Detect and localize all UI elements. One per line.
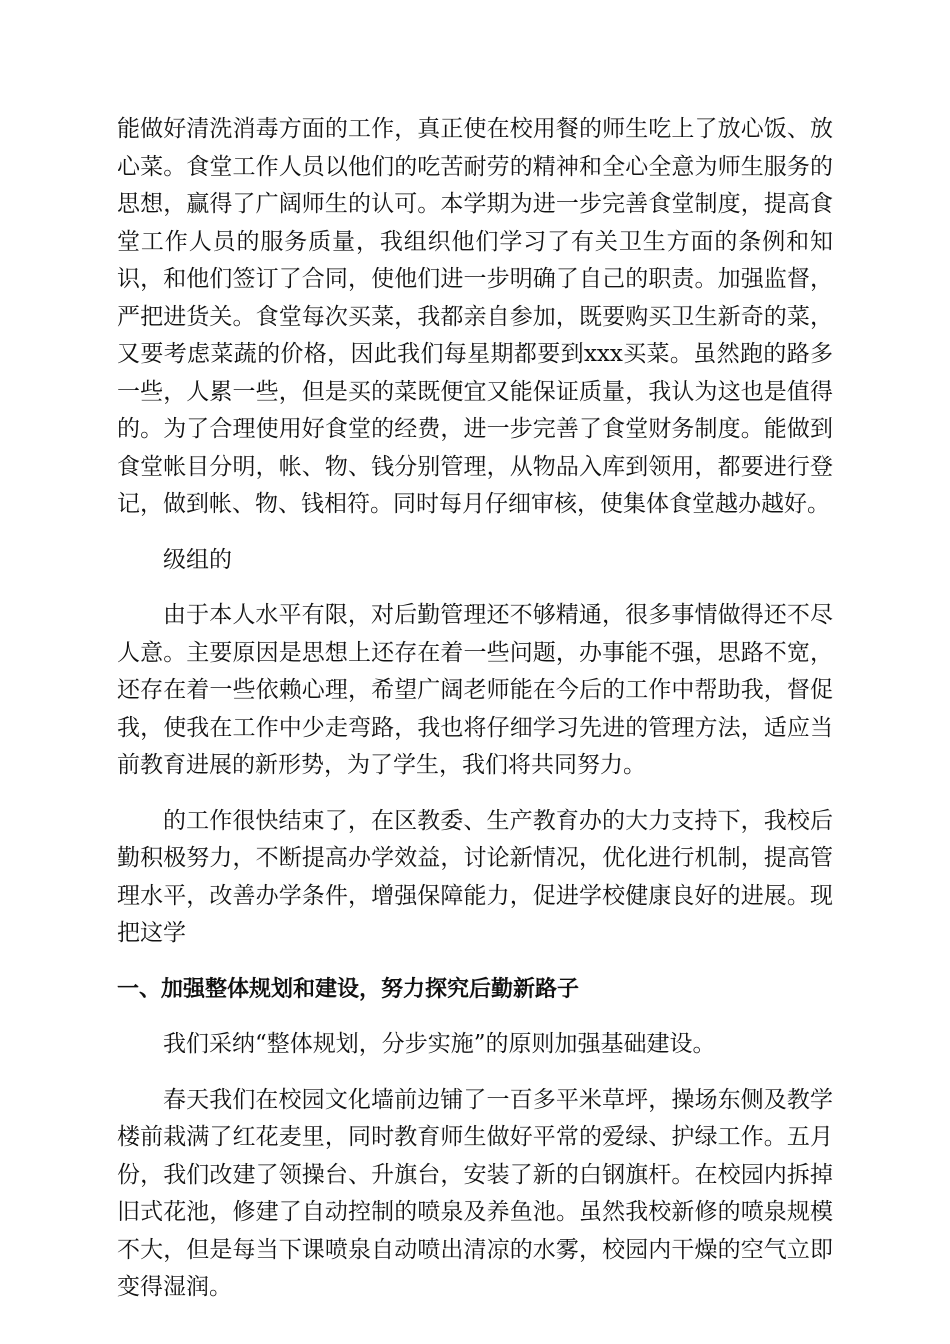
section-heading-planning: 一、加强整体规划和建设，努力探究后勤新路子 xyxy=(117,976,580,1002)
paragraph-planning-principle: 我们采纳“整体规划，分步实施”的原则加强基础建设。 xyxy=(163,1031,716,1057)
paragraph-campus-improvements: 春天我们在校园文化墙前边铺了一百多平米草坪，操场东侧及教学楼前栽满了红花麦里，同时教育师生做好平常的爱绿、护绿工作。五月份，我们改建了领操台、升旗台，安装了新的白钢旗杆。在校园内拆掉旧式花池，修建了自动控制的喷泉及养鱼池。虽然我校新修的喷泉规模不大，但是每当下课喷泉自动喷出清凉的水雾，校园内干燥的空气立即变得湿润。 xyxy=(117,1086,833,1300)
paragraph-canteen-work: 能做好清洗消毒方面的工作，真正使在校用餐的师生吃上了放心饭、放心菜。食堂工作人员以他们的吃苦耐劳的精神和全心全意为师生服务的思想，赢得了广阔师生的认可。本学期为进一步完善食堂制度，提高食堂工作人员的服务质量，我组织他们学习了有关卫生方面的条例和知识，和他们签订了合同，使他们进一步明确了自己的职责。加强监督，严把进货关。食堂每次买菜，我都亲自参加，既要购买卫生新奇的菜，又要考虑菜蔬的价格，因此我们每星期都要到xxx买菜。虽然跑的路多一些，人累一些，但是买的菜既便宜又能保证质量，我认为这也是值得的。为了合理使用好食堂的经费，进一步完善了食堂财务制度。能做到食堂帐目分明，帐、物、钱分别管理，从物品入库到领用，都要进行登记，做到帐、物、钱相符。同时每月仔细审核，使集体食堂越办越好。 xyxy=(117,116,833,517)
document-body xyxy=(117,111,833,1307)
paragraph-self-assessment: 由于本人水平有限，对后勤管理还不够精通，很多事情做得还不尽人意。主要原因是思想上还存在着一些问题，办事能不强，思路不宽，还存在着一些依赖心理，希望广阔老师能在今后的工作中帮助我，督促我，使我在工作中少走弯路，我也将仔细学习先进的管理方法，适应当前教育进展的新形势，为了学生，我们将共同努力。 xyxy=(117,602,833,778)
paragraph-work-summary-intro: 的工作很快结束了，在区教委、生产教育办的大力支持下，我校后勤积极努力，不断提高办学效益，讨论新情况，优化进行机制，提高管理水平，改善办学条件，增强保障能力，促进学校健康良好的进展。现把这学 xyxy=(117,807,833,946)
paragraph-grade-group: 级组的 xyxy=(163,546,232,573)
